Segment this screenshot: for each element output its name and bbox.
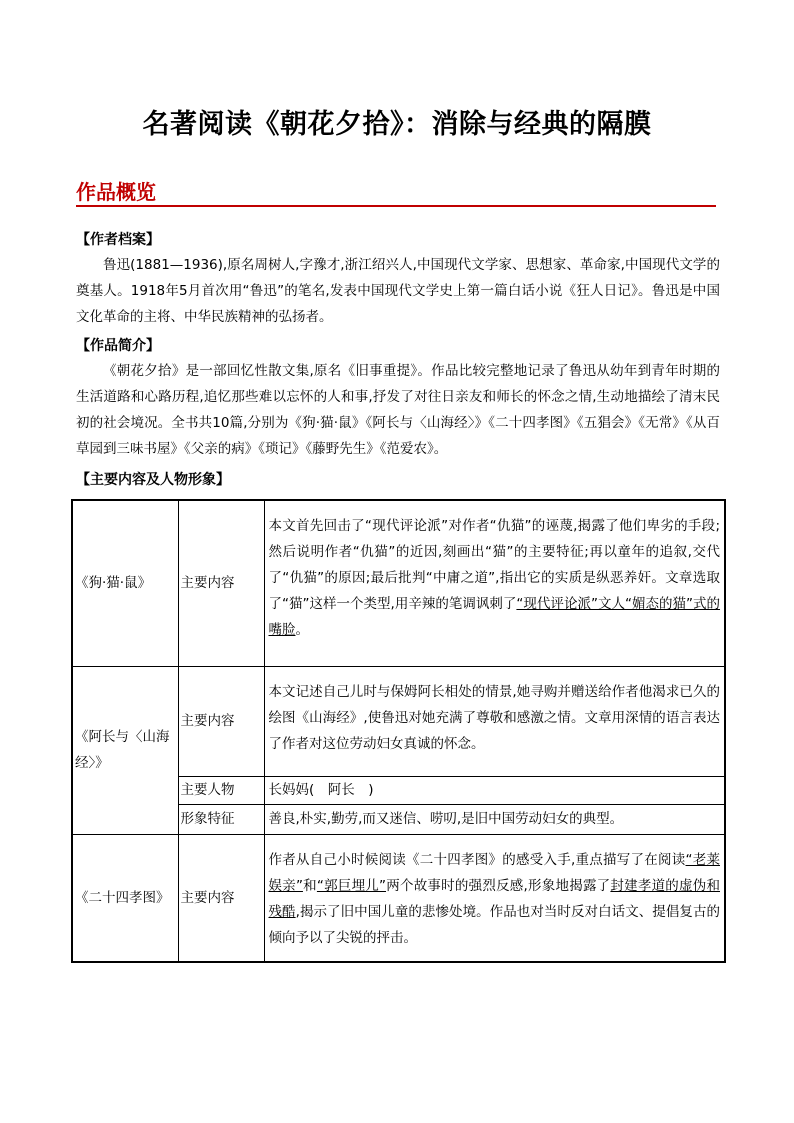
table-row: [72, 666, 725, 776]
underlined-text: 封建孝道的虚伪和残酷: [268, 877, 720, 920]
field-label-cell: 主要内容: [178, 666, 264, 776]
author-label: 【作者档案】: [76, 232, 160, 248]
content-cell: 本文记述自己儿时与保姆阿长相处的情景,她寻购并赠送给作者他渴求已久的绘图《山海经》,使鲁迅对她充满了尊敬和感激之情。文章用深情的语言表达了作者对这位劳动妇女真诚的怀念。: [264, 666, 725, 776]
section-divider: [76, 205, 716, 207]
content-cell: 本文首先回击了“现代评论派”对作者“仇猫”的诬蔑,揭露了他们卑劣的手段;然后说明作者“仇猫”的近因,刻画出“猫”的主要特征;再以童年的追叙,交代了“仇猫”的原因;最后批判“中庸之道”,指出它的实质是纵恶养奸。文章选取了“猫”这样一个类型,用辛辣的笔调讽刺了“现代评论派”文人“媚态的猫”式的嘴脸。: [264, 500, 725, 666]
field-label-cell: 主要内容: [178, 834, 264, 962]
underlined-text: “现代评论派”文人“媚态的猫”式的嘴脸: [268, 596, 721, 638]
underlined-text: “老莱娱亲”: [268, 851, 720, 894]
traits-cell: 善良,朴实,勤劳,而又迷信、唠叨,是旧中国劳动妇女的典型。: [264, 804, 725, 834]
underlined-text: “郭巨埋儿”: [316, 877, 387, 894]
intro-paragraph: 《朝花夕拾》是一部回忆性散文集,原名《旧事重提》。作品比较完整地记录了鲁迅从幼年到青年时期的生活道路和心路历程,追忆那些难以忘怀的人和事,抒发了对往日亲友和师长的怀念之情,生动地描绘了清末民初的社会境况。全书共10篇,分别为《狗·猫·鼠》《阿长与〈山海经〉》《二十四孝图》《五猖会》《无常》《从百草园到三味书屋》《父亲的病》《琐记》《藤野先生》《范爱农》。: [76, 363, 720, 457]
character-cell: 长妈妈( 阿长 ): [264, 776, 725, 804]
table-row: [72, 500, 725, 666]
content-table: [71, 499, 726, 963]
page-title: 名著阅读《朝花夕拾》：消除与经典的隔膜: [142, 109, 652, 140]
content-cell: 作者从自己小时候阅读《二十四孝图》的感受入手,重点描写了在阅读“老莱娱亲”和“郭巨埋儿”两个故事时的强烈反感,形象地揭露了封建孝道的虚伪和残酷,揭示了旧中国儿童的悲惨处境。作品也对当时反对白话文、提倡复古的倾向予以了尖锐的抨击。: [264, 834, 725, 962]
section-heading: 作品概览: [76, 180, 156, 204]
work-title-cell: 《阿长与〈山海经〉》: [72, 666, 178, 834]
work-title-cell: 《狗·猫·鼠》: [72, 500, 178, 666]
intro-label: 【作品简介】: [76, 338, 160, 354]
field-label-cell: 形象特征: [178, 804, 264, 834]
work-title-cell: 《二十四孝图》: [72, 834, 178, 962]
field-label-cell: 主要内容: [178, 500, 264, 666]
field-label-cell: 主要人物: [178, 776, 264, 804]
main-content-label: 【主要内容及人物形象】: [76, 472, 230, 488]
author-paragraph: 鲁迅(1881—1936),原名周树人,字豫才,浙江绍兴人,中国现代文学家、思想家、革命家,中国现代文学的奠基人。1918年5月首次用“鲁迅”的笔名,发表中国现代文学史上第一篇白话小说《狂人日记》。鲁迅是中国文化革命的主将、中华民族精神的弘扬者。: [76, 257, 720, 325]
table-row: [72, 834, 725, 962]
